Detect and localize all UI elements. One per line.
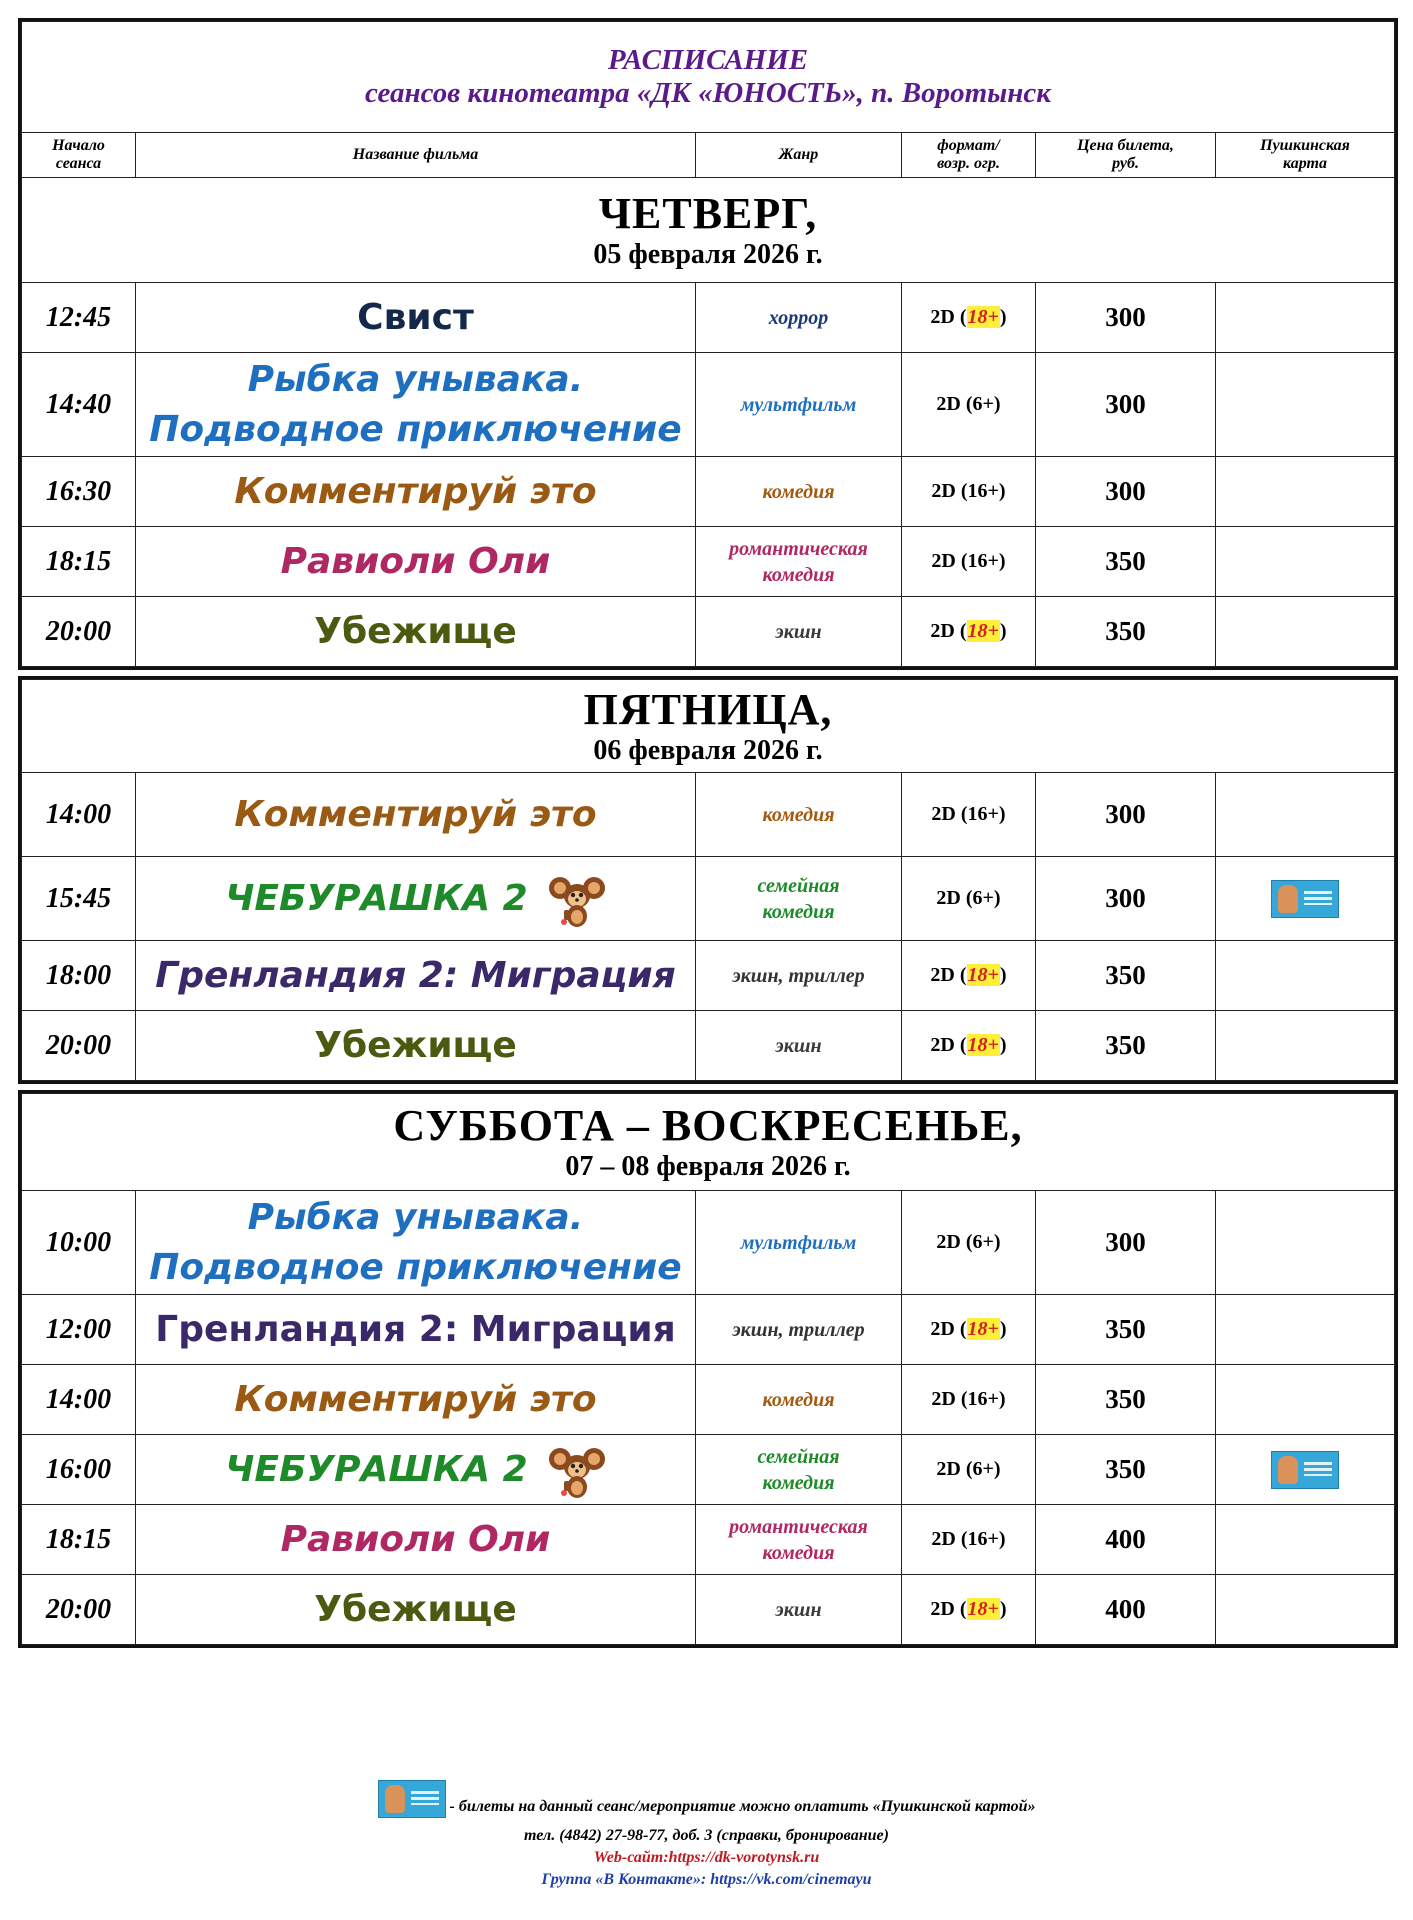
website-link[interactable]: Web-сайт:https://dk-vorotynsk.ru [593,1849,820,1866]
format-text: 2D (6+) [936,1231,1001,1253]
col-header-genre: Жанр [696,133,902,178]
session-row [22,1191,1395,1295]
film-title-with-icon [225,870,605,928]
session-time: 18:00 [22,941,136,1011]
day-name: СУББОТА – ВОСКРЕСЕНЬЕ, [393,1101,1023,1150]
genre-cell [696,283,902,353]
age-rating-highlight: 18+ [967,1034,999,1056]
film-title-line-1: Комментируй это [234,1378,597,1420]
film-title-line-1: Равиоли Оли [280,1518,551,1560]
film-title [136,1441,695,1499]
format-text: 2D (16+) [931,1528,1006,1550]
session-row [22,353,1395,457]
format-age-cell [902,457,1036,527]
age-rating-highlight: 18+ [967,964,999,986]
film-title [136,467,695,517]
format-age-cell [902,1575,1036,1645]
title-line-2: сеансов кинотеатра «ДК «ЮНОСТЬ», п. Воротынск [365,77,1051,109]
genre-line-1: экшн, триллер [732,964,865,987]
genre-cell [696,457,902,527]
format-age-cell [902,1505,1036,1575]
ticket-price: 350 [1036,1011,1216,1081]
genre-line-1: семейная [757,874,840,897]
pushkin-card-cell [1216,1575,1395,1645]
film-title-line-1: Комментируй это [234,470,597,512]
session-time: 20:00 [22,597,136,667]
day-date: 05 февраля 2026 г. [593,239,823,270]
col-header-format: формат/ возр. огр. [902,133,1036,178]
pushkin-card-cell [1216,1011,1395,1081]
film-title-cell [136,597,696,667]
film-title-line-2: Подводное приключение [149,408,682,450]
session-row [22,1435,1395,1505]
pushkin-card-cell [1216,1435,1395,1505]
title-line-1: РАСПИСАНИЕ [607,44,809,76]
genre-line-2: комедия [762,1541,835,1564]
thursday-block [18,18,1398,670]
film-title-line-1: Рыбка унывака. [247,1196,584,1238]
phone-text: тел. (4842) 27-98-77, доб. 3 (справки, бронирование) [524,1827,889,1844]
film-title-cell [136,1011,696,1081]
genre-line-1: экшн [775,620,822,643]
session-time: 14:40 [22,353,136,457]
film-title-cell [136,1191,696,1295]
film-title-cell [136,1365,696,1435]
session-row [22,941,1395,1011]
film-title-line-1: Свист [357,296,474,338]
film-title-line-1: Комментируй это [234,793,597,835]
format-age-cell [902,1191,1036,1295]
film-title [136,1193,695,1293]
cheburashka-icon [548,870,606,928]
session-time: 16:30 [22,457,136,527]
session-time: 14:00 [22,773,136,857]
film-title-cell [136,1505,696,1575]
film-title-line-1: Рыбка унывака. [247,358,584,400]
genre-line-1: комедия [762,1388,835,1411]
weekend-block [18,1090,1398,1648]
pushkin-card-cell [1216,1191,1395,1295]
pushkin-card-cell [1216,857,1395,941]
format-age-cell [902,1011,1036,1081]
pushkin-card-icon [378,1780,446,1818]
session-time: 14:00 [22,1365,136,1435]
genre-cell [696,1295,902,1365]
footer [0,1780,1413,1891]
schedule-table-weekend [21,1093,1395,1645]
day-heading-weekend [22,1094,1395,1191]
format-text: 2D (16+) [931,550,1006,572]
ticket-price: 300 [1036,1191,1216,1295]
vk-group-link[interactable]: Группа «В Контакте»: https://vk.com/cinemayu [541,1871,872,1888]
genre-line-1: экшн [775,1034,822,1057]
age-rating-highlight: 18+ [967,1598,999,1620]
session-time: 16:00 [22,1435,136,1505]
ticket-price: 300 [1036,283,1216,353]
film-title [136,355,695,455]
film-title-cell [136,527,696,597]
ticket-price: 300 [1036,773,1216,857]
ticket-price: 300 [1036,353,1216,457]
film-title-line-2: Подводное приключение [149,1246,682,1288]
genre-line-1: романтическая [729,1515,868,1538]
pushkin-card-cell [1216,353,1395,457]
genre-cell [696,1505,902,1575]
pushkin-card-cell [1216,597,1395,667]
film-title-line-1: Гренландия 2: Миграция [155,1308,676,1350]
session-row [22,457,1395,527]
genre-cell [696,527,902,597]
format-close: ) [999,1034,1007,1056]
session-time: 15:45 [22,857,136,941]
session-row [22,597,1395,667]
genre-line-1: комедия [762,803,835,826]
session-row [22,1295,1395,1365]
cheburashka-icon [548,1441,606,1499]
film-title [136,1515,695,1565]
film-title-cell [136,283,696,353]
pushkin-card-icon [1271,1451,1339,1489]
genre-cell [696,1575,902,1645]
film-title-line-1: Убежище [314,610,517,652]
session-row [22,1365,1395,1435]
genre-cell [696,1011,902,1081]
age-rating-highlight: 18+ [967,620,999,642]
session-row [22,1011,1395,1081]
pushkin-card-cell [1216,527,1395,597]
film-title [136,1585,695,1635]
age-rating-highlight: 18+ [967,306,999,328]
ticket-price: 350 [1036,527,1216,597]
format-text: 2D ( [930,964,967,986]
genre-cell [696,353,902,457]
col-header-pushkin: Пушкинская карта [1216,133,1395,178]
film-title-cell [136,1435,696,1505]
format-text: 2D (16+) [931,803,1006,825]
session-time: 12:00 [22,1295,136,1365]
format-text: 2D ( [930,1034,967,1056]
genre-line-1: экшн, триллер [732,1318,865,1341]
format-close: ) [999,964,1007,986]
ticket-price: 400 [1036,1575,1216,1645]
format-text: 2D (16+) [931,480,1006,502]
film-title-line-1: Гренландия 2: Миграция [155,954,676,996]
ticket-price: 300 [1036,457,1216,527]
ticket-price: 350 [1036,1365,1216,1435]
session-time: 20:00 [22,1011,136,1081]
session-time: 20:00 [22,1575,136,1645]
film-title-cell [136,1295,696,1365]
day-heading-friday [22,680,1395,773]
film-title-cell [136,941,696,1011]
format-age-cell [902,597,1036,667]
film-title-line-1: Убежище [314,1024,517,1066]
film-title [136,870,695,928]
pushkin-card-cell [1216,1505,1395,1575]
genre-line-1: мультфильм [740,393,857,416]
day-name: ПЯТНИЦА, [583,685,833,734]
genre-line-2: комедия [762,563,835,586]
genre-cell [696,597,902,667]
age-rating-highlight: 18+ [967,1318,999,1340]
genre-line-1: семейная [757,1445,840,1468]
session-row [22,283,1395,353]
format-age-cell [902,283,1036,353]
pushkin-card-icon [1271,880,1339,918]
pushkin-card-cell [1216,283,1395,353]
pushkin-card-cell [1216,457,1395,527]
ticket-price: 300 [1036,857,1216,941]
format-age-cell [902,1435,1036,1505]
genre-line-1: мультфильм [740,1231,857,1254]
session-row [22,1505,1395,1575]
pushkin-legend [378,1780,1036,1818]
ticket-price: 350 [1036,1295,1216,1365]
film-title [136,537,695,587]
format-text: 2D ( [930,1318,967,1340]
ticket-price: 350 [1036,941,1216,1011]
session-row [22,1575,1395,1645]
schedule-table-thursday [21,21,1395,667]
pushkin-card-cell [1216,941,1395,1011]
session-time: 10:00 [22,1191,136,1295]
day-date: 07 – 08 февраля 2026 г. [565,1151,851,1182]
day-heading-thursday [22,178,1395,283]
format-text: 2D ( [930,306,967,328]
ticket-price: 400 [1036,1505,1216,1575]
film-title-with-icon [225,1441,605,1499]
genre-cell [696,857,902,941]
format-text: 2D (6+) [936,887,1001,909]
format-text: 2D (6+) [936,393,1001,415]
pushkin-legend-text: - билеты на данный сеанс/мероприятие можно оплатить «Пушкинской картой» [449,1798,1036,1815]
format-text: 2D (16+) [931,1388,1006,1410]
document-title [22,22,1395,133]
film-title-cell [136,773,696,857]
genre-cell [696,1365,902,1435]
film-title-text: ЧЕБУРАШКА 2 [225,877,528,919]
genre-line-2: комедия [762,1471,835,1494]
session-row [22,527,1395,597]
format-close: ) [999,1598,1007,1620]
film-title [136,607,695,657]
format-close: ) [999,306,1007,328]
film-title-text: ЧЕБУРАШКА 2 [225,1448,528,1490]
format-close: ) [999,620,1007,642]
schedule-sheet [18,18,1398,1654]
format-age-cell [902,857,1036,941]
film-title-cell [136,353,696,457]
format-text: 2D ( [930,1598,967,1620]
session-time: 12:45 [22,283,136,353]
film-title-line-1: Равиоли Оли [280,540,551,582]
film-title [136,790,695,840]
session-row [22,857,1395,941]
pushkin-card-cell [1216,1295,1395,1365]
format-close: ) [999,1318,1007,1340]
film-title-cell [136,457,696,527]
ticket-price: 350 [1036,1435,1216,1505]
friday-block [18,676,1398,1084]
format-age-cell [902,1365,1036,1435]
session-time: 18:15 [22,1505,136,1575]
film-title [136,1375,695,1425]
film-title-cell [136,1575,696,1645]
genre-line-1: экшн [775,1598,822,1621]
film-title-cell [136,857,696,941]
genre-cell [696,773,902,857]
pushkin-card-cell [1216,773,1395,857]
format-age-cell [902,1295,1036,1365]
format-age-cell [902,353,1036,457]
format-age-cell [902,941,1036,1011]
format-text: 2D ( [930,620,967,642]
genre-cell [696,1191,902,1295]
film-title [136,1305,695,1355]
genre-cell [696,941,902,1011]
ticket-price: 350 [1036,597,1216,667]
genre-line-1: хоррор [768,306,829,329]
film-title-line-1: Убежище [314,1588,517,1630]
day-name: ЧЕТВЕРГ, [598,189,818,238]
format-age-cell [902,527,1036,597]
session-row [22,773,1395,857]
pushkin-card-cell [1216,1365,1395,1435]
film-title [136,1021,695,1071]
genre-cell [696,1435,902,1505]
schedule-table-friday [21,679,1395,1081]
col-header-start: Начало сеанса [22,133,136,178]
genre-line-1: романтическая [729,537,868,560]
day-date: 06 февраля 2026 г. [593,735,823,766]
session-time: 18:15 [22,527,136,597]
column-header-row [22,133,1395,178]
film-title [136,293,695,343]
format-age-cell [902,773,1036,857]
format-text: 2D (6+) [936,1458,1001,1480]
genre-line-1: комедия [762,480,835,503]
film-title [136,951,695,1001]
genre-line-2: комедия [762,900,835,923]
col-header-film: Название фильма [136,133,696,178]
col-header-price: Цена билета, руб. [1036,133,1216,178]
